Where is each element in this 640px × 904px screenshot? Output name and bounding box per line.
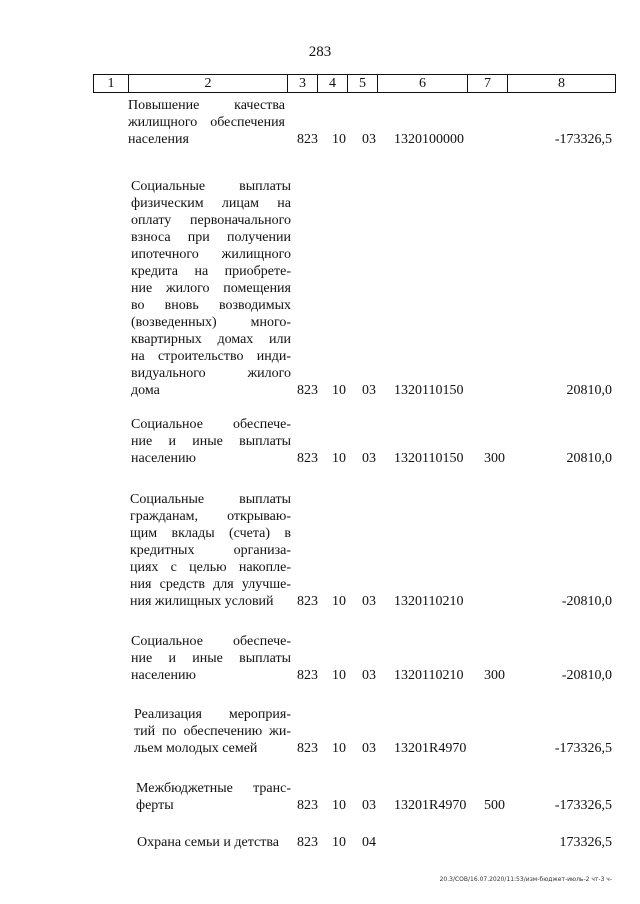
row-name-line: взноса при получении	[131, 230, 291, 245]
row-col-8: -173326,5	[554, 741, 612, 756]
row-name-line: ние и иные выплаты	[131, 434, 291, 449]
row-name-line: ния жилищных условий	[130, 594, 274, 609]
row-name-line: на строительство инди-	[131, 349, 291, 364]
row-name-line: ферты	[136, 798, 174, 813]
row-col-5: 04	[362, 835, 376, 850]
row-name-line: циях с целью накопле-	[130, 560, 291, 575]
row-name	[134, 706, 291, 757]
table-header	[93, 74, 616, 93]
row-name-line: во вновь возводимых	[131, 298, 291, 313]
row-col-8: 173326,5	[559, 835, 612, 850]
row-col-5: 03	[362, 668, 376, 683]
row-col-4: 10	[332, 132, 346, 147]
row-name-line: населению	[131, 451, 196, 466]
row-name	[137, 834, 297, 851]
row-name-line: видуального жилого	[131, 366, 291, 381]
row-col-3: 823	[297, 132, 318, 147]
row-name-line: населения	[128, 132, 189, 147]
row-col-6: 1320110210	[394, 668, 464, 683]
row-col-3: 823	[297, 668, 318, 683]
row-col-3: 823	[297, 594, 318, 609]
row-col-8: -20810,0	[561, 594, 612, 609]
row-col-5: 03	[362, 741, 376, 756]
row-name-line: льем молодых семей	[134, 741, 258, 756]
row-name-line: Социальное обеспече-	[131, 417, 291, 432]
header-col-7: 7	[468, 75, 508, 92]
row-col-4: 10	[332, 798, 346, 813]
row-col-5: 03	[362, 383, 376, 398]
row-col-6: 1320100000	[394, 132, 464, 147]
row-col-3: 823	[297, 835, 318, 850]
row-col-3: 823	[297, 451, 318, 466]
header-col-3: 3	[288, 75, 318, 92]
page-number: 283	[308, 44, 332, 60]
row-col-3: 823	[297, 383, 318, 398]
row-name-line: тий по обеспечению жи-	[134, 724, 291, 739]
row-name-line: (возведенных) много-	[131, 315, 291, 330]
row-name-line: кредита на приобрете-	[131, 264, 291, 279]
row-col-8: -20810,0	[561, 668, 612, 683]
row-name-line: жилищного обеспечения	[128, 115, 285, 130]
row-name-line: Социальные выплаты	[131, 179, 291, 194]
row-name	[130, 491, 291, 610]
header-col-6: 6	[378, 75, 468, 92]
row-name-line: щим вклады (счета) в	[130, 526, 291, 541]
row-name-line: оплату первоначального	[131, 213, 291, 228]
row-col-7: 300	[484, 451, 505, 466]
row-name	[131, 633, 291, 684]
header-col-4: 4	[318, 75, 348, 92]
row-col-8: -173326,5	[554, 132, 612, 147]
row-col-6: 13201R4970	[394, 798, 467, 813]
row-col-4: 10	[332, 835, 346, 850]
row-name-line: Охрана семьи и детства	[137, 835, 279, 850]
row-name	[128, 97, 285, 148]
header-col-2: 2	[129, 75, 288, 92]
row-col-4: 10	[332, 741, 346, 756]
row-col-4: 10	[332, 668, 346, 683]
row-col-5: 03	[362, 451, 376, 466]
document-footer: 20.3/СОВ/16.07.2020/11:53/изм-бюджет-июль-2 чт-3 ч-	[439, 876, 612, 883]
row-name	[131, 178, 291, 399]
row-col-6: 1320110150	[394, 383, 464, 398]
row-name-line: ние жилого помещения	[131, 281, 291, 296]
row-col-5: 03	[362, 132, 376, 147]
row-col-8: -173326,5	[554, 798, 612, 813]
row-name-line: гражданам, открываю-	[130, 509, 291, 524]
row-col-6: 1320110210	[394, 594, 464, 609]
row-col-6: 1320110150	[394, 451, 464, 466]
row-col-5: 03	[362, 798, 376, 813]
row-col-4: 10	[332, 383, 346, 398]
row-name-line: населению	[131, 668, 196, 683]
row-col-7: 500	[484, 798, 505, 813]
row-name-line: Социальные выплаты	[130, 492, 291, 507]
row-name	[136, 780, 291, 814]
row-name-line: Реализация мероприя-	[134, 707, 291, 722]
row-col-4: 10	[332, 451, 346, 466]
row-name-line: кредитных организа-	[130, 543, 291, 558]
row-name-line: ипотечного жилищного	[131, 247, 291, 262]
row-name-line: Повышение качества	[128, 98, 285, 113]
row-col-6: 13201R4970	[394, 741, 467, 756]
row-name-line: дома	[131, 383, 160, 398]
row-col-8: 20810,0	[566, 383, 612, 398]
row-col-3: 823	[297, 741, 318, 756]
row-col-3: 823	[297, 798, 318, 813]
header-col-5: 5	[348, 75, 378, 92]
row-col-5: 03	[362, 594, 376, 609]
row-name-line: Социальное обеспече-	[131, 634, 291, 649]
row-col-8: 20810,0	[566, 451, 612, 466]
row-name-line: Межбюджетные транс-	[136, 781, 291, 796]
row-col-7: 300	[484, 668, 505, 683]
row-name-line: физическим лицам на	[131, 196, 291, 211]
header-col-1: 1	[94, 75, 129, 92]
row-name-line: ния средств для улучше-	[130, 577, 291, 592]
row-name-line: ние и иные выплаты	[131, 651, 291, 666]
row-name-line: квартирных домах или	[131, 332, 291, 347]
header-col-8: 8	[558, 76, 565, 91]
row-col-4: 10	[332, 594, 346, 609]
row-name	[131, 416, 291, 467]
